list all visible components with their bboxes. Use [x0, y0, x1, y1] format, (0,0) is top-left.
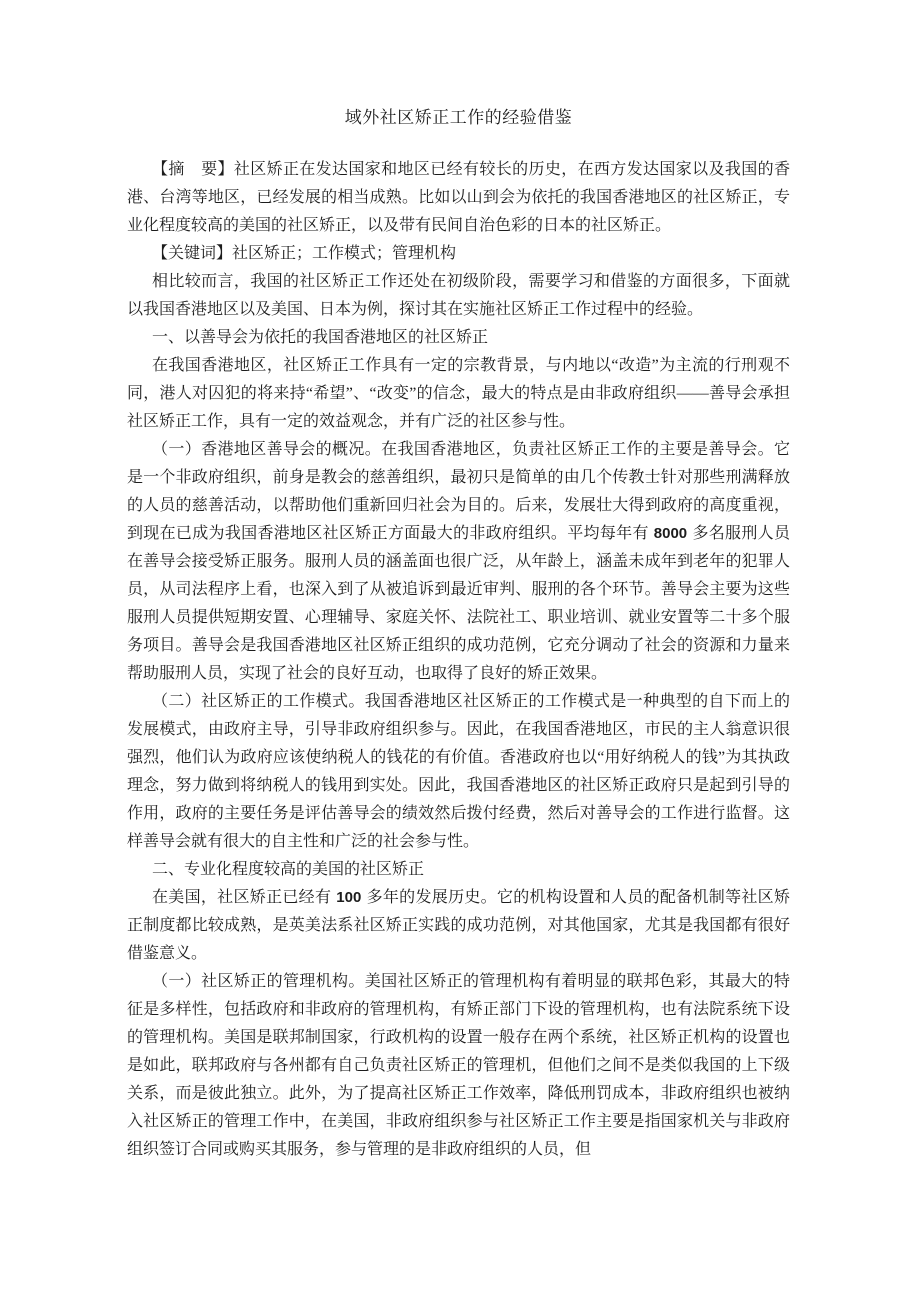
paragraph-abstract: 【摘 要】社区矫正在发达国家和地区已经有较长的历史，在西方发达国家以及我国的香港、台湾等地区，已经发展的相当成熟。比如以山到会为依托的我国香港地区的社区矫正，专业化程度较高的美国的社区矫正，以及带有民间自治色彩的日本的社区矫正。 [127, 161, 790, 234]
paragraph-keywords: 【关键词】社区矫正；工作模式；管理机构 [152, 245, 457, 262]
heading-section-2: 二、专业化程度较高的美国的社区矫正 [152, 861, 425, 878]
paragraph-hk-background: 在我国香港地区，社区矫正工作具有一定的宗教背景，与内地以“改造”为主流的行刑观不同，港人对囚犯的将来持“希望”、“改变”的信念，最大的特点是由非政府组织——善导会承担社区矫正工作，具有一定的效益观念，并有广泛的社区参与性。 [127, 357, 790, 430]
paragraph-us-management: （一）社区矫正的管理机构。美国社区矫正的管理机构有着明显的联邦色彩，其最大的特征是多样性，包括政府和非政府的管理机构，有矫正部门下设的管理机构，也有法院系统下设的管理机构。美国是联邦制国家，行政机构的设置一般存在两个系统，社区矫正机构的设置也是如此，联邦政府与各州都有自己负责社区矫正的管理机，但他们之间不是类似我国的上下级关系，而是彼此独立。此外，为了提高社区矫正工作效率，降低刑罚成本，非政府组织也被纳入社区矫正的管理工作中，在美国，非政府组织参与社区矫正工作主要是指国家机关与非政府组织签订合同或购买其服务，参与管理的是非政府组织的人员，但 [127, 973, 790, 1158]
latin-number: 100 [336, 889, 362, 906]
paragraph-intro: 相比较而言，我国的社区矫正工作还处在初级阶段，需要学习和借鉴的方面很多，下面就以我国香港地区以及美国、日本为例，探讨其在实施社区矫正工作过程中的经验。 [127, 273, 790, 318]
heading-section-1: 一、以善导会为依托的我国香港地区的社区矫正 [152, 329, 489, 346]
paragraph-us-intro: 在美国，社区矫正已经有 100 多年的发展历史。它的机构设置和人员的配备机制等社区矫正制度都比较成熟，是英美法系社区矫正实践的成功范例，对其他国家，尤其是我国都有很好借鉴意义。 [127, 889, 790, 962]
paragraph-hk-work-model: （二）社区矫正的工作模式。我国香港地区社区矫正的工作模式是一种典型的自下而上的发展模式，由政府主导，引导非政府组织参与。因此，在我国香港地区，市民的主人翁意识很强烈，他们认为政府应该使纳税人的钱花的有价值。香港政府也以“用好纳税人的钱”为其执政理念，努力做到将纳税人的钱用到实处。因此，我国香港地区的社区矫正政府只是起到引导的作用，政府的主要任务是评估善导会的绩效然后拨付经费，然后对善导会的工作进行监督。这样善导会就有很大的自主性和广泛的社会参与性。 [127, 693, 790, 850]
paragraph-hk-overview: （一）香港地区善导会的概况。在我国香港地区，负责社区矫正工作的主要是善导会。它是一个非政府组织，前身是教会的慈善组织，最初只是简单的由几个传教士针对那些刑满释放的人员的慈善活动，以帮助他们重新回归社会为目的。后来，发展壮大得到政府的高度重视，到现在已成为我国香港地区社区矫正方面最大的非政府组织。平均每年有 8000 多名服刑人员在善导会接受矫正服务。服刑人员的涵盖面也很广泛，从年龄上，涵盖未成年到老年的犯罪人员，从司法程序上看，也深入到了从被追诉到最近审判、服刑的各个环节。善导会主要为这些服刑人员提供短期安置、心理辅导、家庭关怀、法院社工、职业培训、就业安置等二十多个服务项目。善导会是我国香港地区社区矫正组织的成功范例，它充分调动了社会的资源和力量来帮助服刑人员，实现了社会的良好互动，也取得了良好的矫正效果。 [127, 441, 790, 682]
document-body [127, 156, 790, 1164]
document-title: 域外社区矫正工作的经验借鉴 [344, 108, 573, 127]
latin-number: 8000 [653, 525, 688, 542]
